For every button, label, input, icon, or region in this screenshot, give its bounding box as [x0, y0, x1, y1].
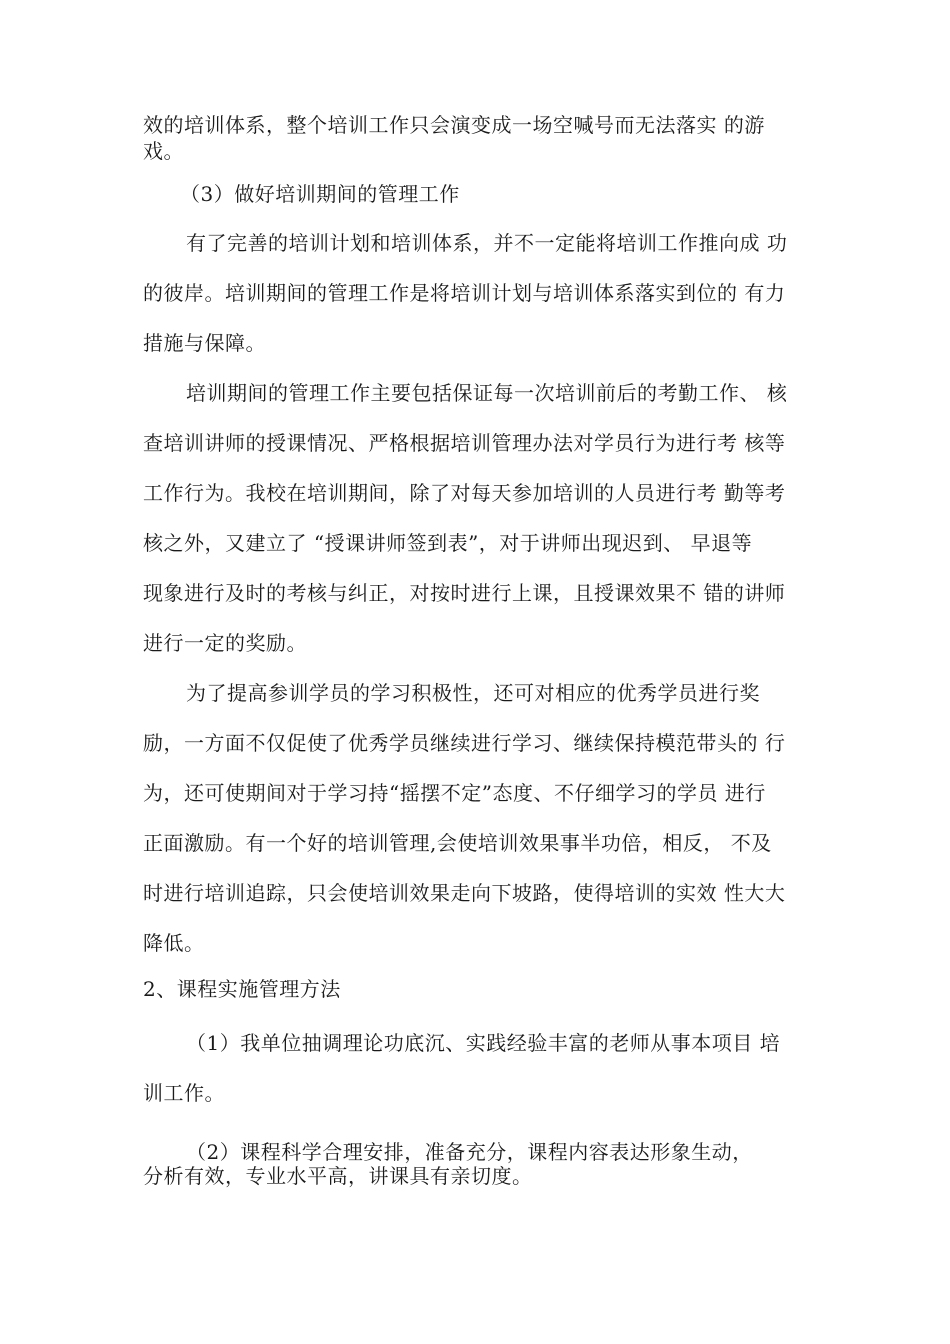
text-line: 核之外，又建立了 “授课讲师签到表”，对于讲师出现迟到、 早退等 — [143, 531, 753, 555]
text-line: 有了完善的培训计划和培训体系，并不一定能将培训工作推向成 功 — [186, 231, 788, 255]
text-line: 现象进行及时的考核与纠正，对按时进行上课，且授课效果不 错的讲师 — [143, 581, 786, 605]
text-line: 降低。 — [143, 931, 205, 955]
text-line: 分析有效，专业水平高，讲课具有亲切度。 — [143, 1164, 533, 1188]
text-line: 措施与保障。 — [143, 331, 266, 355]
text-line: 查培训讲师的授课情况、严格根据培训管理办法对学员行为进行考 核等 — [143, 431, 786, 455]
text-line: （1）我单位抽调理论功底沉、实践经验丰富的老师从事本项目 培 — [186, 1031, 781, 1055]
text-line: 正面激励。有一个好的培训管理,会使培训效果事半功倍，相反， 不及 — [143, 831, 772, 855]
text-line: （2）课程科学合理安排，准备充分，课程内容表达形象生动， — [186, 1140, 753, 1164]
text-line: 为了提高参训学员的学习积极性，还可对相应的优秀学员进行奖 — [186, 681, 760, 705]
section-heading: 2、课程实施管理方法 — [143, 977, 341, 1001]
text-line: 戏。 — [143, 139, 184, 163]
text-line: 效的培训体系，整个培训工作只会演变成一场空喊号而无法落实 的游 — [143, 113, 765, 137]
text-line: 进行一定的奖励。 — [143, 631, 307, 655]
text-line: 的彼岸。培训期间的管理工作是将培训计划与培训体系落实到位的 有力 — [143, 281, 786, 305]
text-line: 培训期间的管理工作主要包括保证每一次培训前后的考勤工作、 核 — [186, 381, 788, 405]
text-line: 时进行培训追踪，只会使培训效果走向下坡路，使得培训的实效 性大大 — [143, 881, 786, 905]
text-line: 工作行为。我校在培训期间，除了对每天参加培训的人员进行考 勤等考 — [143, 481, 786, 505]
text-line: 励，一方面不仅促使了优秀学员继续进行学习、继续保持模范带头的 行 — [143, 731, 786, 755]
text-line: 为，还可使期间对于学习持“摇摆不定”态度、不仔细学习的学员 进行 — [143, 781, 766, 805]
text-line: 训工作。 — [143, 1081, 225, 1105]
section-heading: （3）做好培训期间的管理工作 — [180, 182, 460, 206]
